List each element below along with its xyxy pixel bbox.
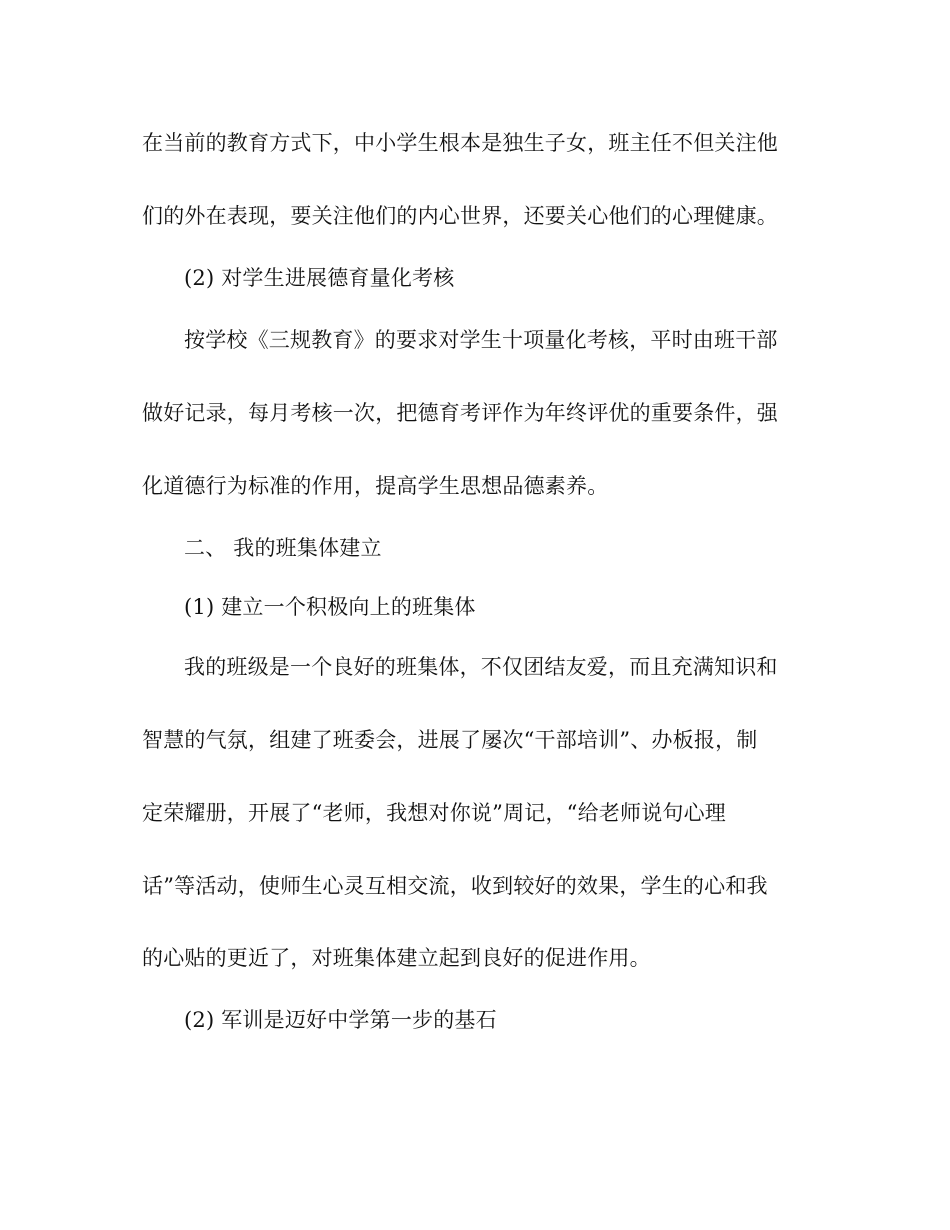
- paragraph-line-6: 我的班级是一个良好的班集体，不仅团结友爱，而且充满知识和: [184, 655, 778, 679]
- paragraph-line-1: 在当前的教育方式下，中小学生根本是独生子女，班主任不但关注他: [142, 131, 778, 155]
- paragraph-line-10: 的心贴的更近了，对班集体建立起到良好的促进作用。: [142, 946, 651, 970]
- paragraph-line-4: 做好记录，每月考核一次，把德育考评作为年终评优的重要条件，强: [142, 401, 778, 425]
- subheading-2-military-training: (2) 军训是迈好中学第一步的基石: [184, 1008, 497, 1032]
- subheading-1-class-building: (1) 建立一个积极向上的班集体: [184, 595, 476, 619]
- paragraph-line-8: 定荣耀册，开展了“老师，我想对你说”周记，“给老师说句心理: [142, 801, 727, 825]
- paragraph-line-7: 智慧的气氛，组建了班委会，进展了屡次“干部培训”、办板报，制: [142, 728, 758, 752]
- paragraph-line-5: 化道德行为标准的作用，提高学生思想品德素养。: [142, 474, 609, 498]
- paragraph-line-3: 按学校《三规教育》的要求对学生十项量化考核，平时由班干部: [184, 328, 778, 352]
- paragraph-line-2: 们的外在表现，要关注他们的内心世界，还要关心他们的心理健康。: [142, 204, 778, 228]
- paragraph-line-9: 话”等活动，使师生心灵互相交流，收到较好的效果，学生的心和我: [142, 874, 768, 898]
- section-heading-2: 二、 我的班集体建立: [184, 536, 382, 560]
- subheading-2-moral-assessment: (2) 对学生进展德育量化考核: [184, 266, 455, 290]
